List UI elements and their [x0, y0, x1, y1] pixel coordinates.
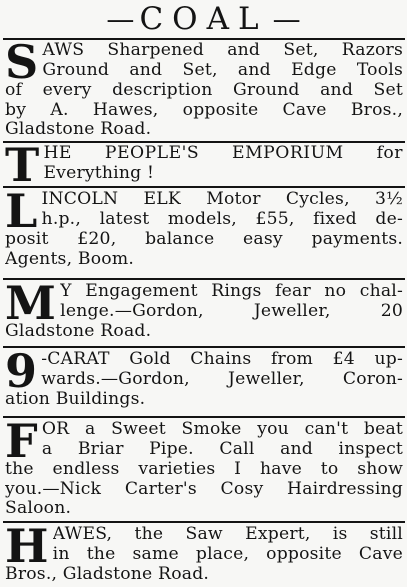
ad-peoples-emporium	[5, 138, 403, 192]
ad-line: Gladstone Road.	[5, 322, 152, 341]
ad-line: Y Engagement Rings fear no chal-	[60, 282, 403, 301]
column-rule	[3, 186, 405, 188]
ad-line: HE PEOPLE'S EMPORIUM for	[43, 144, 403, 163]
heading-title: COAL	[139, 1, 268, 37]
ad-line: h.p., latest models, £55, fixed de-	[41, 209, 403, 229]
ad-line: Bros., Gladstone Road.	[5, 565, 210, 584]
ad-line: Everything !	[43, 163, 155, 183]
drop-cap: S	[5, 35, 39, 89]
ad-hawes-saw-expert	[5, 519, 403, 585]
heading-dash-left: —	[106, 2, 135, 36]
ad-line: of every description Ground and Set	[5, 81, 403, 100]
ad-saws-sharpened	[5, 35, 403, 140]
ad-line: OR a Sweet Smoke you can't beat	[41, 420, 403, 439]
drop-cap: F	[5, 414, 38, 468]
column-rule	[3, 346, 405, 348]
ad-line: -CARAT Gold Chains from £4 up-	[41, 350, 403, 369]
ad-line: AWS Sharpened and Set, Razors	[42, 41, 403, 60]
column-rule	[3, 141, 405, 143]
ad-lincoln-elk-motor-cycles	[5, 184, 403, 269]
ad-line: in the same place, opposite Cave	[52, 544, 403, 564]
column-rule	[3, 278, 405, 280]
section-heading	[0, 0, 407, 38]
drop-cap: L	[5, 184, 38, 238]
heading-dash-right: —	[272, 2, 301, 36]
ad-line: a Briar Pipe. Call and inspect	[41, 439, 403, 459]
ad-line: the endless varieties I have to show	[5, 460, 403, 479]
ad-line: ation Buildings.	[5, 390, 146, 409]
ad-gold-chains	[5, 344, 403, 410]
ad-line: Gladstone Road.	[5, 120, 152, 139]
ad-line: AWES, the Saw Expert, is still	[52, 525, 403, 544]
ad-line: Ground and Set, and Edge Tools	[42, 60, 403, 80]
ad-line: lenge.—Gordon, Jeweller, 20	[60, 301, 403, 321]
drop-cap: H	[5, 519, 49, 573]
ad-line: by A. Hawes, opposite Cave Bros.,	[5, 100, 403, 120]
drop-cap: M	[5, 276, 57, 330]
column-rule	[3, 521, 405, 523]
ad-line: wards.—Gordon, Jeweller, Coron-	[41, 369, 403, 389]
column-rule	[3, 38, 405, 40]
ad-line: Saloon.	[5, 499, 72, 518]
ad-engagement-rings	[5, 276, 403, 342]
ad-line: posit £20, balance easy payments.	[5, 230, 403, 249]
ad-briar-pipe	[5, 414, 403, 519]
ad-line: Agents, Boom.	[5, 249, 134, 269]
ad-line: you.—Nick Carter's Cosy Hairdressing	[5, 479, 403, 499]
drop-cap: 9	[5, 344, 38, 398]
drop-cap: T	[5, 138, 40, 192]
column-rule	[3, 416, 405, 418]
ad-line: INCOLN ELK Motor Cycles, 3½	[41, 190, 403, 209]
